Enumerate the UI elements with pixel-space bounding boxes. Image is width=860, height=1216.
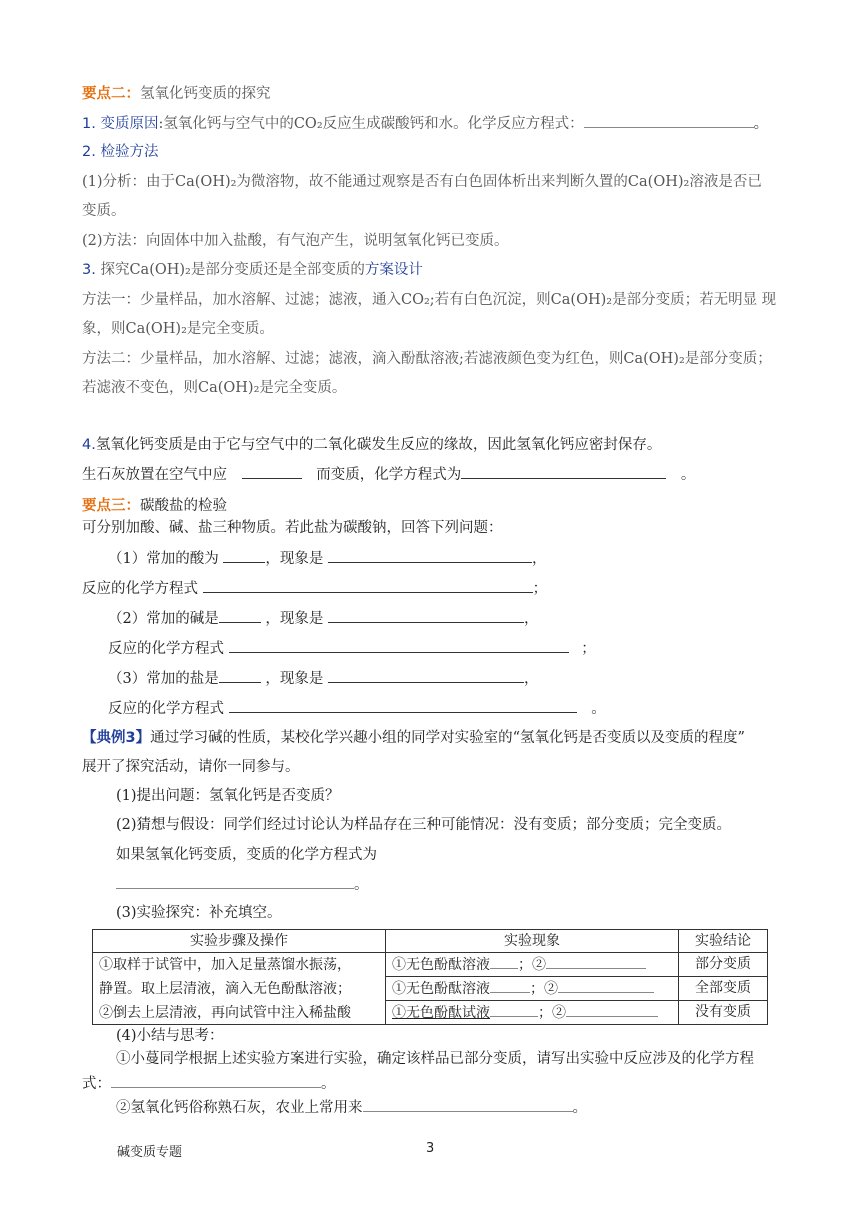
- answer-blank[interactable]: [328, 548, 532, 563]
- phenomenon-text: ①无色酚酞溶液: [392, 957, 490, 973]
- conclusion-cell: 全部变质: [679, 977, 768, 1001]
- section-title: 碳酸盐的检验: [140, 498, 227, 514]
- answer-blank[interactable]: [490, 1002, 538, 1017]
- step-4-question-a: ①小蔓同学根据上述实验方案进行实验，确定该样品已部分变质，请写出实验中反应涉及的化学方程: [116, 1051, 754, 1067]
- table-header: 实验步骤及操作: [93, 930, 386, 953]
- question-text: ，现象是: [265, 611, 324, 627]
- method-two-line-1: 方法二：少量样品，加水溶解、过滤；滤液，滴入酚酞溶液;若滤液颜色变为红色，则Ca(OH)₂是部分变质；: [82, 351, 772, 367]
- step-1: (1)提出问题：氢氧化钙是否变质？: [116, 788, 340, 804]
- section-label: 要点二：: [82, 86, 140, 102]
- table-row: [93, 953, 768, 977]
- item-3: [82, 260, 860, 280]
- answer-blank[interactable]: [229, 698, 577, 713]
- question-end: 。: [354, 877, 369, 893]
- step-line: ①取样于试管中，加入足量蒸馏水振荡，: [99, 957, 351, 973]
- question-2-line-1: [108, 608, 860, 629]
- section-title: 氢氧化钙变质的探究: [140, 86, 271, 102]
- method-text: (2)方法：向固体中加入盐酸，有气泡产生，说明氢氧化钙已变质。: [82, 233, 509, 249]
- answer-blank[interactable]: [242, 464, 302, 479]
- step-2-question: 如果氢氧化钙变质，变质的化学方程式为: [116, 847, 377, 863]
- phenomenon-cell: [386, 1001, 679, 1025]
- question-text: ②氢氧化钙俗称熟石灰，农业上常用来: [116, 1100, 363, 1116]
- question-text: 反应的化学方程式: [108, 641, 224, 657]
- step-2: (2)猜想与假设：同学们经过讨论认为样品存在三种可能情况：没有变质；部分变质；完全变质。: [116, 817, 732, 833]
- question-text: （2）常加的碱是: [108, 611, 219, 627]
- phenomenon-text: ①无色酚酞溶液: [392, 981, 490, 997]
- footer-title: 碱变质专题: [117, 1145, 183, 1160]
- analysis-line-2: 变质。: [82, 203, 126, 219]
- answer-blank[interactable]: [203, 578, 533, 593]
- section-heading-3: [82, 496, 860, 516]
- phenomenon-text: ①无色酚酞试液: [392, 1005, 490, 1021]
- example-label: 【典例3】: [82, 730, 151, 746]
- method-two-line-2: 若滤液不变色，则Ca(OH)₂是完全变质。: [82, 380, 347, 396]
- conclusion-cell: 部分变质: [679, 953, 768, 977]
- item-number: 1.: [82, 116, 96, 132]
- question-end: ，: [523, 611, 539, 627]
- answer-blank[interactable]: [490, 978, 530, 993]
- question-1-line-1: [108, 548, 860, 569]
- item-heading: 方案设计: [364, 262, 423, 278]
- question-text: 反应的化学方程式: [82, 581, 198, 597]
- answer-blank[interactable]: [546, 954, 646, 969]
- answer-blank[interactable]: [116, 874, 354, 889]
- question-3-line-1: [108, 668, 860, 689]
- example-text: 通过学习碱的性质，某校化学兴趣小组的同学对实验室的“氢氧化钙是否变质以及变质的程度”: [150, 730, 745, 746]
- step-cell: [93, 953, 386, 1025]
- item-1: [82, 113, 860, 134]
- page-number: 3: [426, 1141, 435, 1156]
- item-text: 氢氧化钙变质是由于它与空气中的二氧化碳发生反应的缘故，因此氢氧化钙应密封保存。: [95, 437, 662, 453]
- phenomenon-text: ；②: [538, 1005, 566, 1021]
- method-one-line-2: 象，则Ca(OH)₂是完全变质。: [82, 321, 274, 337]
- phenomenon-text: ；②: [518, 957, 546, 973]
- phenomenon-text: ；②: [530, 981, 558, 997]
- answer-blank[interactable]: [111, 1073, 321, 1088]
- step-2-answer: [116, 874, 860, 895]
- step-line: 静置。取上层清液，滴入无色酚酞溶液；: [99, 981, 351, 997]
- question-text: （1）常加的酸为: [108, 551, 219, 567]
- item-2: [82, 142, 860, 162]
- question-end: ，: [531, 551, 547, 567]
- item-4-question: [82, 464, 860, 485]
- item-text: 探究Ca(OH)₂是部分变质还是全部变质的: [100, 262, 365, 278]
- step-4: (4)小结与思考：: [116, 1028, 224, 1044]
- experiment-table: [92, 929, 768, 1025]
- answer-blank[interactable]: [328, 668, 524, 683]
- step-4-answer-a: [82, 1073, 860, 1094]
- answer-blank[interactable]: [328, 608, 524, 623]
- answer-blank[interactable]: [490, 954, 518, 969]
- table-header: 实验结论: [679, 930, 768, 953]
- question-1-line-2: [82, 578, 860, 599]
- step-line: ②倒去上层清液，再向试管中注入稀盐酸: [99, 1005, 351, 1021]
- item-number: 4.: [82, 437, 96, 453]
- question-text: 反应的化学方程式: [108, 701, 224, 717]
- question-text: ，现象是: [265, 551, 324, 567]
- item-number: 2.: [82, 144, 96, 160]
- item-end: 。: [753, 116, 769, 132]
- table-header-row: [93, 930, 768, 953]
- example-3-line-1: [82, 728, 860, 748]
- section-heading-2: [82, 84, 860, 104]
- question-end: ；: [581, 641, 596, 657]
- question-text: ，现象是: [265, 671, 324, 687]
- item-4: [82, 435, 860, 455]
- question-end: 。: [680, 467, 696, 483]
- question-3-line-2: [108, 698, 860, 719]
- answer-blank[interactable]: [219, 668, 261, 683]
- answer-blank[interactable]: [558, 978, 654, 993]
- answer-blank[interactable]: [461, 464, 666, 479]
- question-end: ，: [523, 671, 539, 687]
- question-end: 。: [591, 701, 606, 717]
- phenomenon-cell: [386, 977, 679, 1001]
- question-end: ；: [532, 581, 548, 597]
- question-2-line-2: [108, 638, 860, 659]
- answer-blank[interactable]: [219, 608, 261, 623]
- answer-blank[interactable]: [229, 638, 569, 653]
- question-text: （3）常加的盐是: [108, 671, 219, 687]
- item-heading: 变质原因: [100, 116, 159, 132]
- section-label: 要点三：: [82, 498, 140, 514]
- question-end: 。: [572, 1100, 587, 1116]
- conclusion-cell: 没有变质: [679, 1001, 768, 1025]
- answer-blank[interactable]: [566, 1002, 658, 1017]
- method-one-line-1: 方法一：少量样品，加水溶解、过滤；滤液，通入CO₂;若有白色沉淀，则Ca(OH)₂是部分变质；若无明显 现: [82, 292, 777, 308]
- question-end: 。: [321, 1076, 336, 1092]
- answer-blank[interactable]: [223, 548, 265, 563]
- step-4-question-b: [116, 1097, 860, 1118]
- item-heading: 检验方法: [100, 144, 159, 160]
- item-number: 3.: [82, 262, 96, 278]
- phenomenon-cell: [386, 953, 679, 977]
- question-text: 而变质，化学方程式为: [316, 467, 462, 483]
- section-intro: 可分别加酸、碱、盐三种物质。若此盐为碳酸钠，回答下列问题：: [82, 520, 503, 536]
- question-text: 式：: [82, 1076, 111, 1092]
- analysis-line-1: (1)分析：由于Ca(OH)₂为微溶物，故不能通过观察是否有白色固体析出来判断久置的Ca(OH)₂溶液是否已: [82, 174, 762, 190]
- example-3-line-2: 展开了探究活动，请你一同参与。: [82, 759, 300, 775]
- answer-blank[interactable]: [363, 1097, 573, 1112]
- table-header: 实验现象: [386, 930, 679, 953]
- question-text: 生石灰放置在空气中应: [82, 467, 227, 483]
- answer-blank[interactable]: [584, 113, 754, 128]
- step-3: (3)实验探究：补充填空。: [116, 905, 282, 921]
- item-text: :氢氧化钙与空气中的CO₂反应生成碳酸钙和水。化学反应方程式：: [158, 116, 584, 132]
